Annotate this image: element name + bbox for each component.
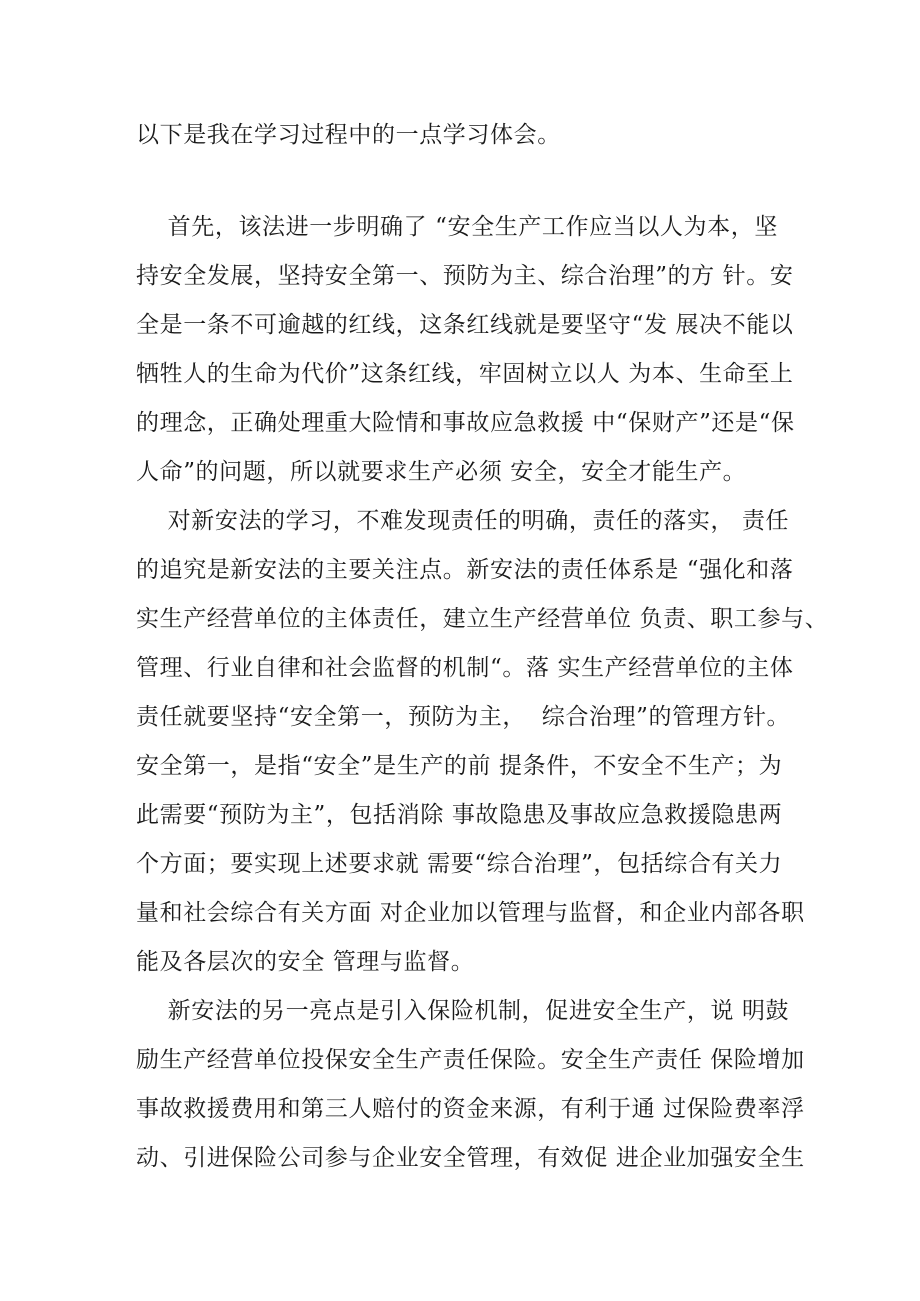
text-line: 对新安法的学习，不难发现责任的明确，责任的落实， 责任 xyxy=(136,508,790,534)
text-line: 的理念，正确处理重大险情和事故应急救援 中“保财产”还是“保 xyxy=(136,410,795,436)
text-line: 新安法的另一亮点是引入保险机制，促进安全生产，说 明鼓 xyxy=(136,998,790,1024)
text-line: 首先，该法进一步明确了 “安全生产工作应当以人为本，坚 xyxy=(136,214,778,240)
text-line: 安全第一，是指“安全”是生产的前 提条件，不安全不生产；为 xyxy=(136,753,783,779)
text-line: 励生产经营单位投保安全生产责任保险。安全生产责任 保险增加 xyxy=(136,1047,805,1073)
text-line: 的追究是新安法的主要关注点。新安法的责任体系是 “强化和落 xyxy=(136,557,794,583)
text-line: 持安全发展，坚持安全第一、预防为主、综合治理”的方 针。安 xyxy=(136,263,794,289)
text-line: 动、引进保险公司参与企业安全管理，有效促 进企业加强安全生 xyxy=(136,1145,805,1171)
text-line: 全是一条不可逾越的红线，这条红线就是要坚守“发 展决不能以 xyxy=(136,312,794,338)
text-line: 实生产经营单位的主体责任，建立生产经营单位 负责、职工参与、 xyxy=(136,606,829,632)
text-line: 此需要“预防为主”，包括消除 事故隐患及事故应急救援隐患两 xyxy=(136,802,783,828)
text-line: 管理、行业自律和社会监督的机制“。落 实生产经营单位的主体 xyxy=(136,655,794,681)
text-line: 以下是我在学习过程中的一点学习体会。 xyxy=(136,122,561,148)
text-line: 牺牲人的生命为代价”这条红线，牢固树立以人 为本、生命至上 xyxy=(136,361,794,387)
text-line: 能及各层次的安全 管理与监督。 xyxy=(136,949,475,975)
text-line: 个方面；要实现上述要求就 需要“综合治理”，包括综合有关力 xyxy=(136,851,783,877)
text-line: 责任就要坚持“安全第一，预防为主， 综合治理”的管理方针。 xyxy=(136,704,791,730)
text-line: 事故救援费用和第三人赔付的资金来源，有利于通 过保险费率浮 xyxy=(136,1096,805,1122)
text-line: 量和社会综合有关方面 对企业加以管理与监督，和企业内部各职 xyxy=(136,900,805,926)
text-line: 人命”的问题，所以就要求生产必须 安全，安全才能生产。 xyxy=(136,459,747,485)
